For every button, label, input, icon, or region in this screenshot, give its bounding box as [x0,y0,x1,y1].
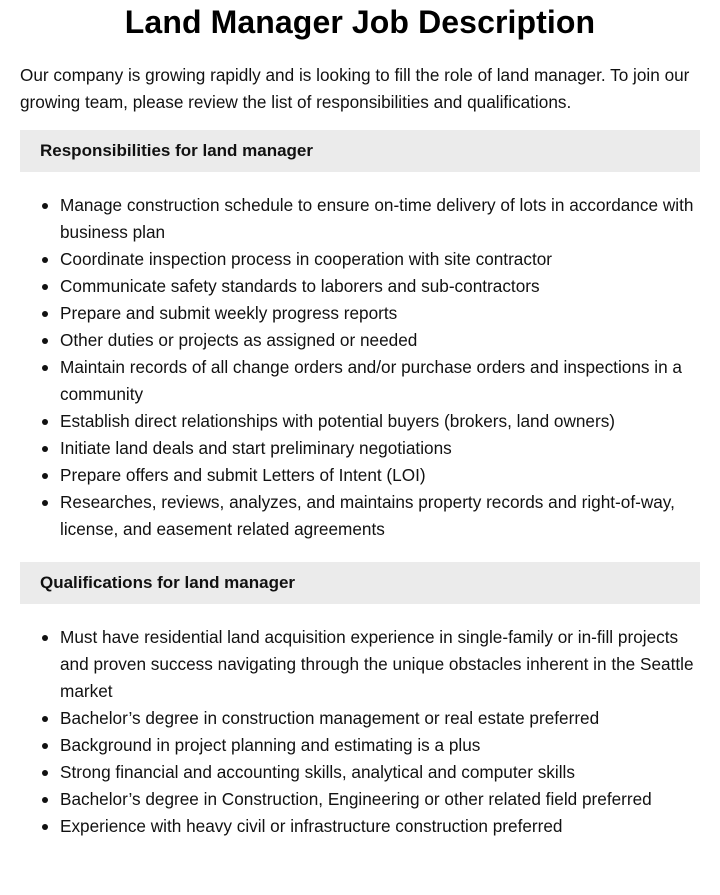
list-item: Establish direct relationships with potential buyers (brokers, land owners) [20,408,700,435]
list-item: Bachelor’s degree in construction management or real estate preferred [20,705,700,732]
list-item: Initiate land deals and start preliminary negotiations [20,435,700,462]
qualifications-list [20,624,700,840]
list-item: Coordinate inspection process in cooperation with site contractor [20,246,700,273]
list-item: Experience with heavy civil or infrastructure construction preferred [20,813,700,840]
list-item: Strong financial and accounting skills, analytical and computer skills [20,759,700,786]
list-item: Must have residential land acquisition experience in single-family or in-fill projects and proven success navigating through the unique obstacles inherent in the Seattle market [20,624,700,705]
list-item: Communicate safety standards to laborers and sub-contractors [20,273,700,300]
list-item: Maintain records of all change orders and/or purchase orders and inspections in a community [20,354,700,408]
page-title: Land Manager Job Description [124,4,596,40]
list-item: Prepare and submit weekly progress reports [20,300,700,327]
list-item: Other duties or projects as assigned or needed [20,327,700,354]
intro-paragraph: Our company is growing rapidly and is looking to fill the role of land manager. To join our growing team, please review the list of responsibilities and qualifications. [20,65,690,112]
qualifications-heading: Qualifications for land manager [20,562,700,604]
responsibilities-heading: Responsibilities for land manager [20,130,700,172]
list-item: Manage construction schedule to ensure on-time delivery of lots in accordance with business plan [20,192,700,246]
responsibilities-list [20,192,700,543]
list-item: Researches, reviews, analyzes, and maintains property records and right-of-way, license, and easement related agreements [20,489,700,543]
list-item: Background in project planning and estimating is a plus [20,732,700,759]
list-item: Bachelor’s degree in Construction, Engineering or other related field preferred [20,786,700,813]
list-item: Prepare offers and submit Letters of Intent (LOI) [20,462,700,489]
